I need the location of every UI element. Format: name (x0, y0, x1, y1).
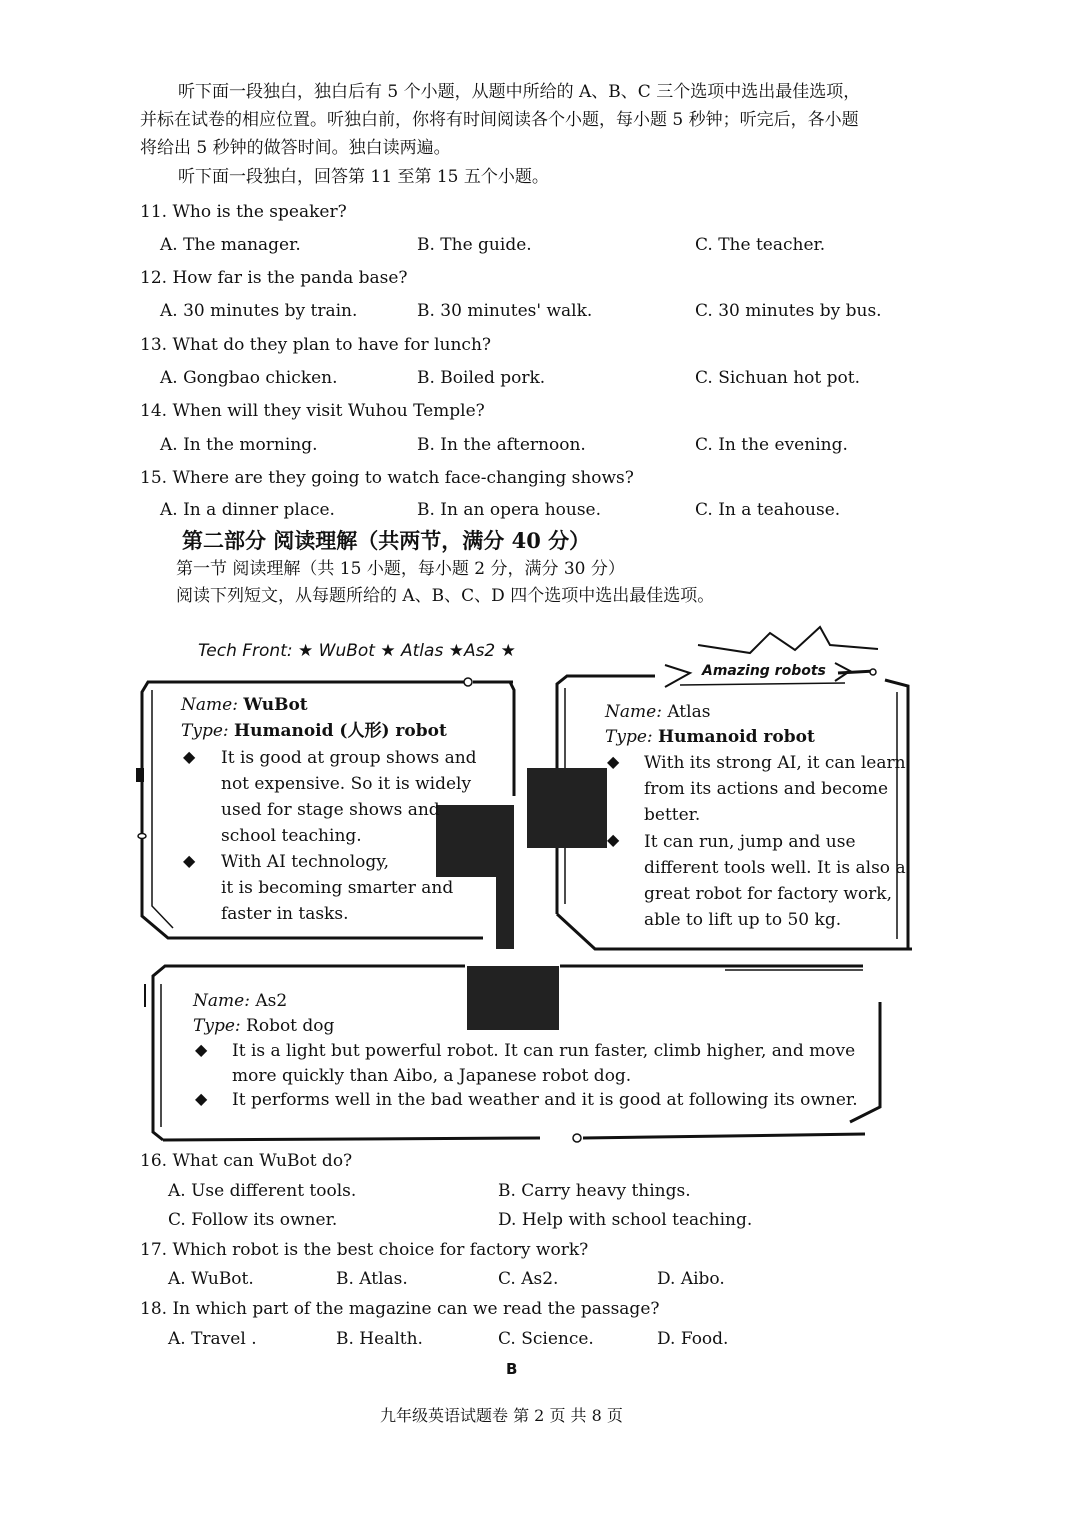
question-18-option-d[interactable]: D. Food. (657, 1329, 729, 1349)
wubot-bullet1-line4: school teaching. (221, 826, 362, 846)
question-13-option-b[interactable]: B. Boiled pork. (417, 368, 546, 388)
question-11-option-a[interactable]: A. The manager. (160, 235, 301, 255)
question-14-stem: 14. When will they visit Wuhou Temple? (140, 401, 485, 421)
bullet-diamond-icon: ◆ (183, 851, 196, 870)
question-15-option-c[interactable]: C. In a teahouse. (695, 500, 841, 520)
atlas-bullet2-line1: It can run, jump and use (644, 832, 856, 852)
wubot-robot-photo (436, 805, 514, 877)
question-17-option-d[interactable]: D. Aibo. (657, 1269, 725, 1289)
bullet-diamond-icon: ◆ (195, 1040, 208, 1059)
question-14-option-a[interactable]: A. In the morning. (160, 435, 318, 455)
question-17-option-b[interactable]: B. Atlas. (336, 1269, 408, 1289)
question-17-option-a[interactable]: A. WuBot. (168, 1269, 254, 1289)
question-12-option-a[interactable]: A. 30 minutes by train. (160, 301, 358, 321)
atlas-bullet2-line3: great robot for factory work, (644, 884, 892, 904)
section1-title: 第一节 阅读理解（共 15 小题，每小题 2 分，满分 30 分） (176, 559, 625, 579)
question-18-option-a[interactable]: A. Travel . (168, 1329, 257, 1349)
question-12-option-b[interactable]: B. 30 minutes' walk. (417, 301, 593, 321)
question-12-stem: 12. How far is the panda base? (140, 268, 408, 288)
as2-bullet1-line2: more quickly than Aibo, a Japanese robot dog. (232, 1066, 632, 1086)
wubot-bullet2-line2: it is becoming smarter and (221, 878, 454, 898)
question-11-stem: 11. Who is the speaker? (140, 202, 347, 222)
question-18-option-b[interactable]: B. Health. (336, 1329, 423, 1349)
question-13-option-a[interactable]: A. Gongbao chicken. (160, 368, 338, 388)
atlas-robot-photo (527, 768, 607, 848)
question-16-option-a[interactable]: A. Use different tools. (168, 1181, 357, 1201)
as2-bullet2-line1: It performs well in the bad weather and it is good at following its owner. (232, 1090, 858, 1110)
question-17-stem: 17. Which robot is the best choice for factory work? (140, 1240, 589, 1260)
question-15-option-b[interactable]: B. In an opera house. (417, 500, 602, 520)
bullet-diamond-icon: ◆ (607, 752, 620, 771)
wubot-bullet2-line3: faster in tasks. (221, 904, 349, 924)
instruction-line-2: 并标在试卷的相应位置。听独白前，你将有时间阅读各个小题，每小题 5 秒钟；听完后，各小题 (140, 110, 859, 130)
part2-title: 第二部分 阅读理解（共两节，满分 40 分） (182, 528, 591, 553)
tech-front-heading: Tech Front: ★ WuBot ★ Atlas ★As2 ★ (198, 641, 516, 661)
wubot-type-row: Type: Humanoid (人形) robot (181, 721, 447, 741)
atlas-bullet1-line2: from its actions and become (644, 779, 889, 799)
as2-name-row: Name: As2 (193, 991, 288, 1011)
question-16-option-c[interactable]: C. Follow its owner. (168, 1210, 338, 1230)
wubot-bullet1-line2: not expensive. So it is widely (221, 774, 472, 794)
question-12-option-c[interactable]: C. 30 minutes by bus. (695, 301, 882, 321)
question-16-option-d[interactable]: D. Help with school teaching. (498, 1210, 753, 1230)
wubot-bullet1-line1: It is good at group shows and (221, 748, 477, 768)
question-14-option-c[interactable]: C. In the evening. (695, 435, 848, 455)
as2-bullet1-line1: It is a light but powerful robot. It can run faster, climb higher, and move (232, 1041, 856, 1061)
question-15-option-a[interactable]: A. In a dinner place. (160, 500, 335, 520)
reading-instruction: 阅读下列短文，从每题所给的 A、B、C、D 四个选项中选出最佳选项。 (176, 586, 715, 606)
version-mark: B (506, 1360, 518, 1378)
question-11-option-b[interactable]: B. The guide. (417, 235, 532, 255)
atlas-type-row: Type: Humanoid robot (605, 727, 815, 747)
atlas-bullet2-line4: able to lift up to 50 kg. (644, 910, 842, 930)
question-18-stem: 18. In which part of the magazine can we read the passage? (140, 1299, 660, 1319)
question-16-option-b[interactable]: B. Carry heavy things. (498, 1181, 691, 1201)
wubot-bullet2-line1: With AI technology, (221, 852, 390, 872)
as2-type-row: Type: Robot dog (193, 1016, 335, 1036)
instruction-line-3: 将给出 5 秒钟的做答时间。独白读两遍。 (140, 138, 451, 158)
atlas-bullet1-line3: better. (644, 805, 701, 825)
question-14-option-b[interactable]: B. In the afternoon. (417, 435, 586, 455)
amazing-robots-label: Amazing robots (702, 663, 826, 679)
instruction-line-4: 听下面一段独白，回答第 11 至第 15 五个小题。 (178, 167, 549, 187)
bullet-diamond-icon: ◆ (183, 747, 196, 766)
atlas-bullet1-line1: With its strong AI, it can learn (644, 753, 906, 773)
bullet-diamond-icon: ◆ (607, 830, 620, 849)
question-15-stem: 15. Where are they going to watch face-changing shows? (140, 468, 634, 488)
photo-connector (496, 877, 514, 949)
as2-robot-dog-photo (467, 966, 559, 1030)
question-13-stem: 13. What do they plan to have for lunch? (140, 335, 492, 355)
question-16-stem: 16. What can WuBot do? (140, 1151, 353, 1171)
question-18-option-c[interactable]: C. Science. (498, 1329, 594, 1349)
wubot-bullet1-line3: used for stage shows and (221, 800, 440, 820)
wubot-name-row: Name: WuBot (181, 695, 308, 715)
atlas-bullet2-line2: different tools well. It is also a (644, 858, 906, 878)
question-11-option-c[interactable]: C. The teacher. (695, 235, 826, 255)
bullet-diamond-icon: ◆ (195, 1089, 208, 1108)
atlas-name-row: Name: Atlas (605, 702, 711, 722)
page-footer: 九年级英语试题卷 第 2 页 共 8 页 (380, 1406, 623, 1425)
question-13-option-c[interactable]: C. Sichuan hot pot. (695, 368, 860, 388)
instruction-line-1: 听下面一段独白，独白后有 5 个小题，从题中所给的 A、B、C 三个选项中选出最佳选项， (178, 82, 861, 102)
question-17-option-c[interactable]: C. As2. (498, 1269, 559, 1289)
